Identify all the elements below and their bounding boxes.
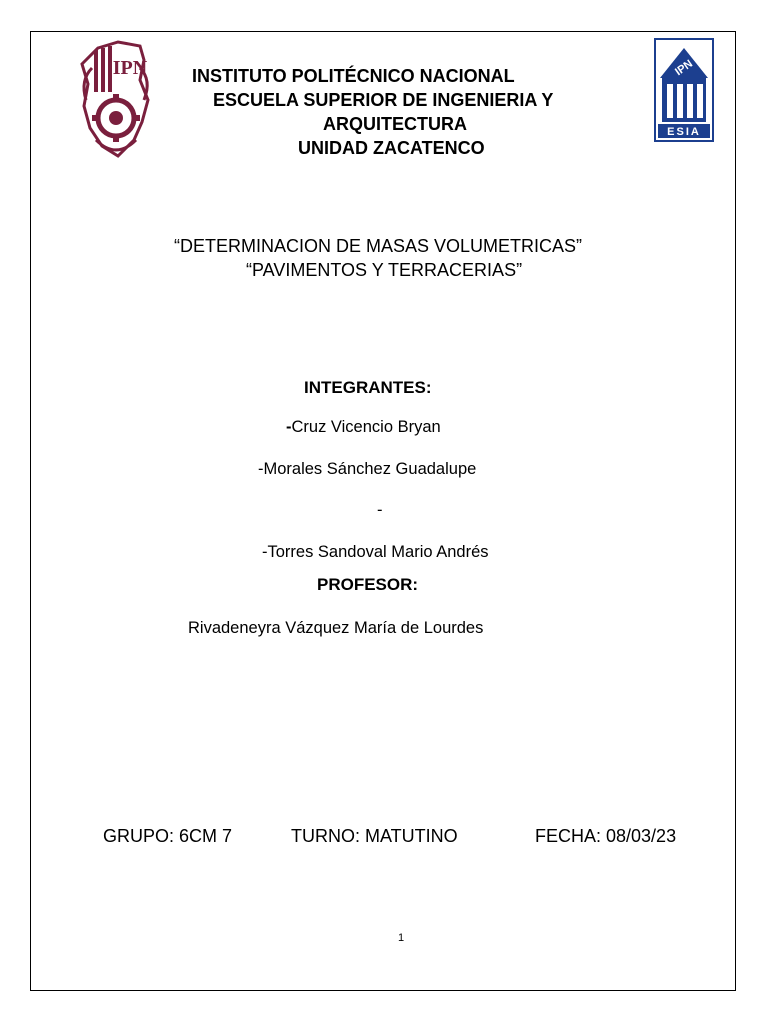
member-1-dash: -	[286, 418, 292, 436]
esia-logo-top-label: IPN	[673, 57, 695, 79]
member-3: -Torres Sandoval Mario Andrés	[262, 543, 489, 561]
unit-name: UNIDAD ZACATENCO	[298, 138, 485, 158]
ipn-crest-label: IPN	[112, 57, 148, 79]
report-title: “DETERMINACION DE MASAS VOLUMETRICAS”	[174, 236, 583, 256]
date-label: FECHA: 08/03/23	[535, 826, 677, 846]
member-1-name: Cruz Vicencio Bryan	[291, 418, 441, 436]
esia-logo-icon	[654, 38, 714, 142]
institution-name: INSTITUTO POLITÉCNICO NACIONAL	[192, 66, 515, 86]
shift-label: TURNO: MATUTINO	[291, 826, 458, 846]
members-heading: INTEGRANTES:	[304, 378, 432, 397]
report-subtitle: “PAVIMENTOS Y TERRACERIAS”	[246, 260, 523, 280]
member-1	[286, 418, 441, 437]
professor-heading: PROFESOR:	[317, 575, 419, 594]
member-2: -Morales Sánchez Guadalupe	[258, 460, 477, 478]
page-border	[30, 31, 736, 991]
esia-logo-bottom-label: ESIA	[667, 126, 701, 138]
group-label: GRUPO: 6CM 7	[103, 826, 233, 846]
school-name-line2: ARQUITECTURA	[323, 114, 467, 134]
school-name-line1: ESCUELA SUPERIOR DE INGENIERIA Y	[213, 90, 554, 110]
page-number: 1	[398, 932, 405, 944]
ipn-crest-icon	[78, 40, 156, 160]
professor-name: Rivadeneyra Vázquez María de Lourdes	[188, 619, 484, 637]
member-separator: -	[377, 501, 383, 519]
